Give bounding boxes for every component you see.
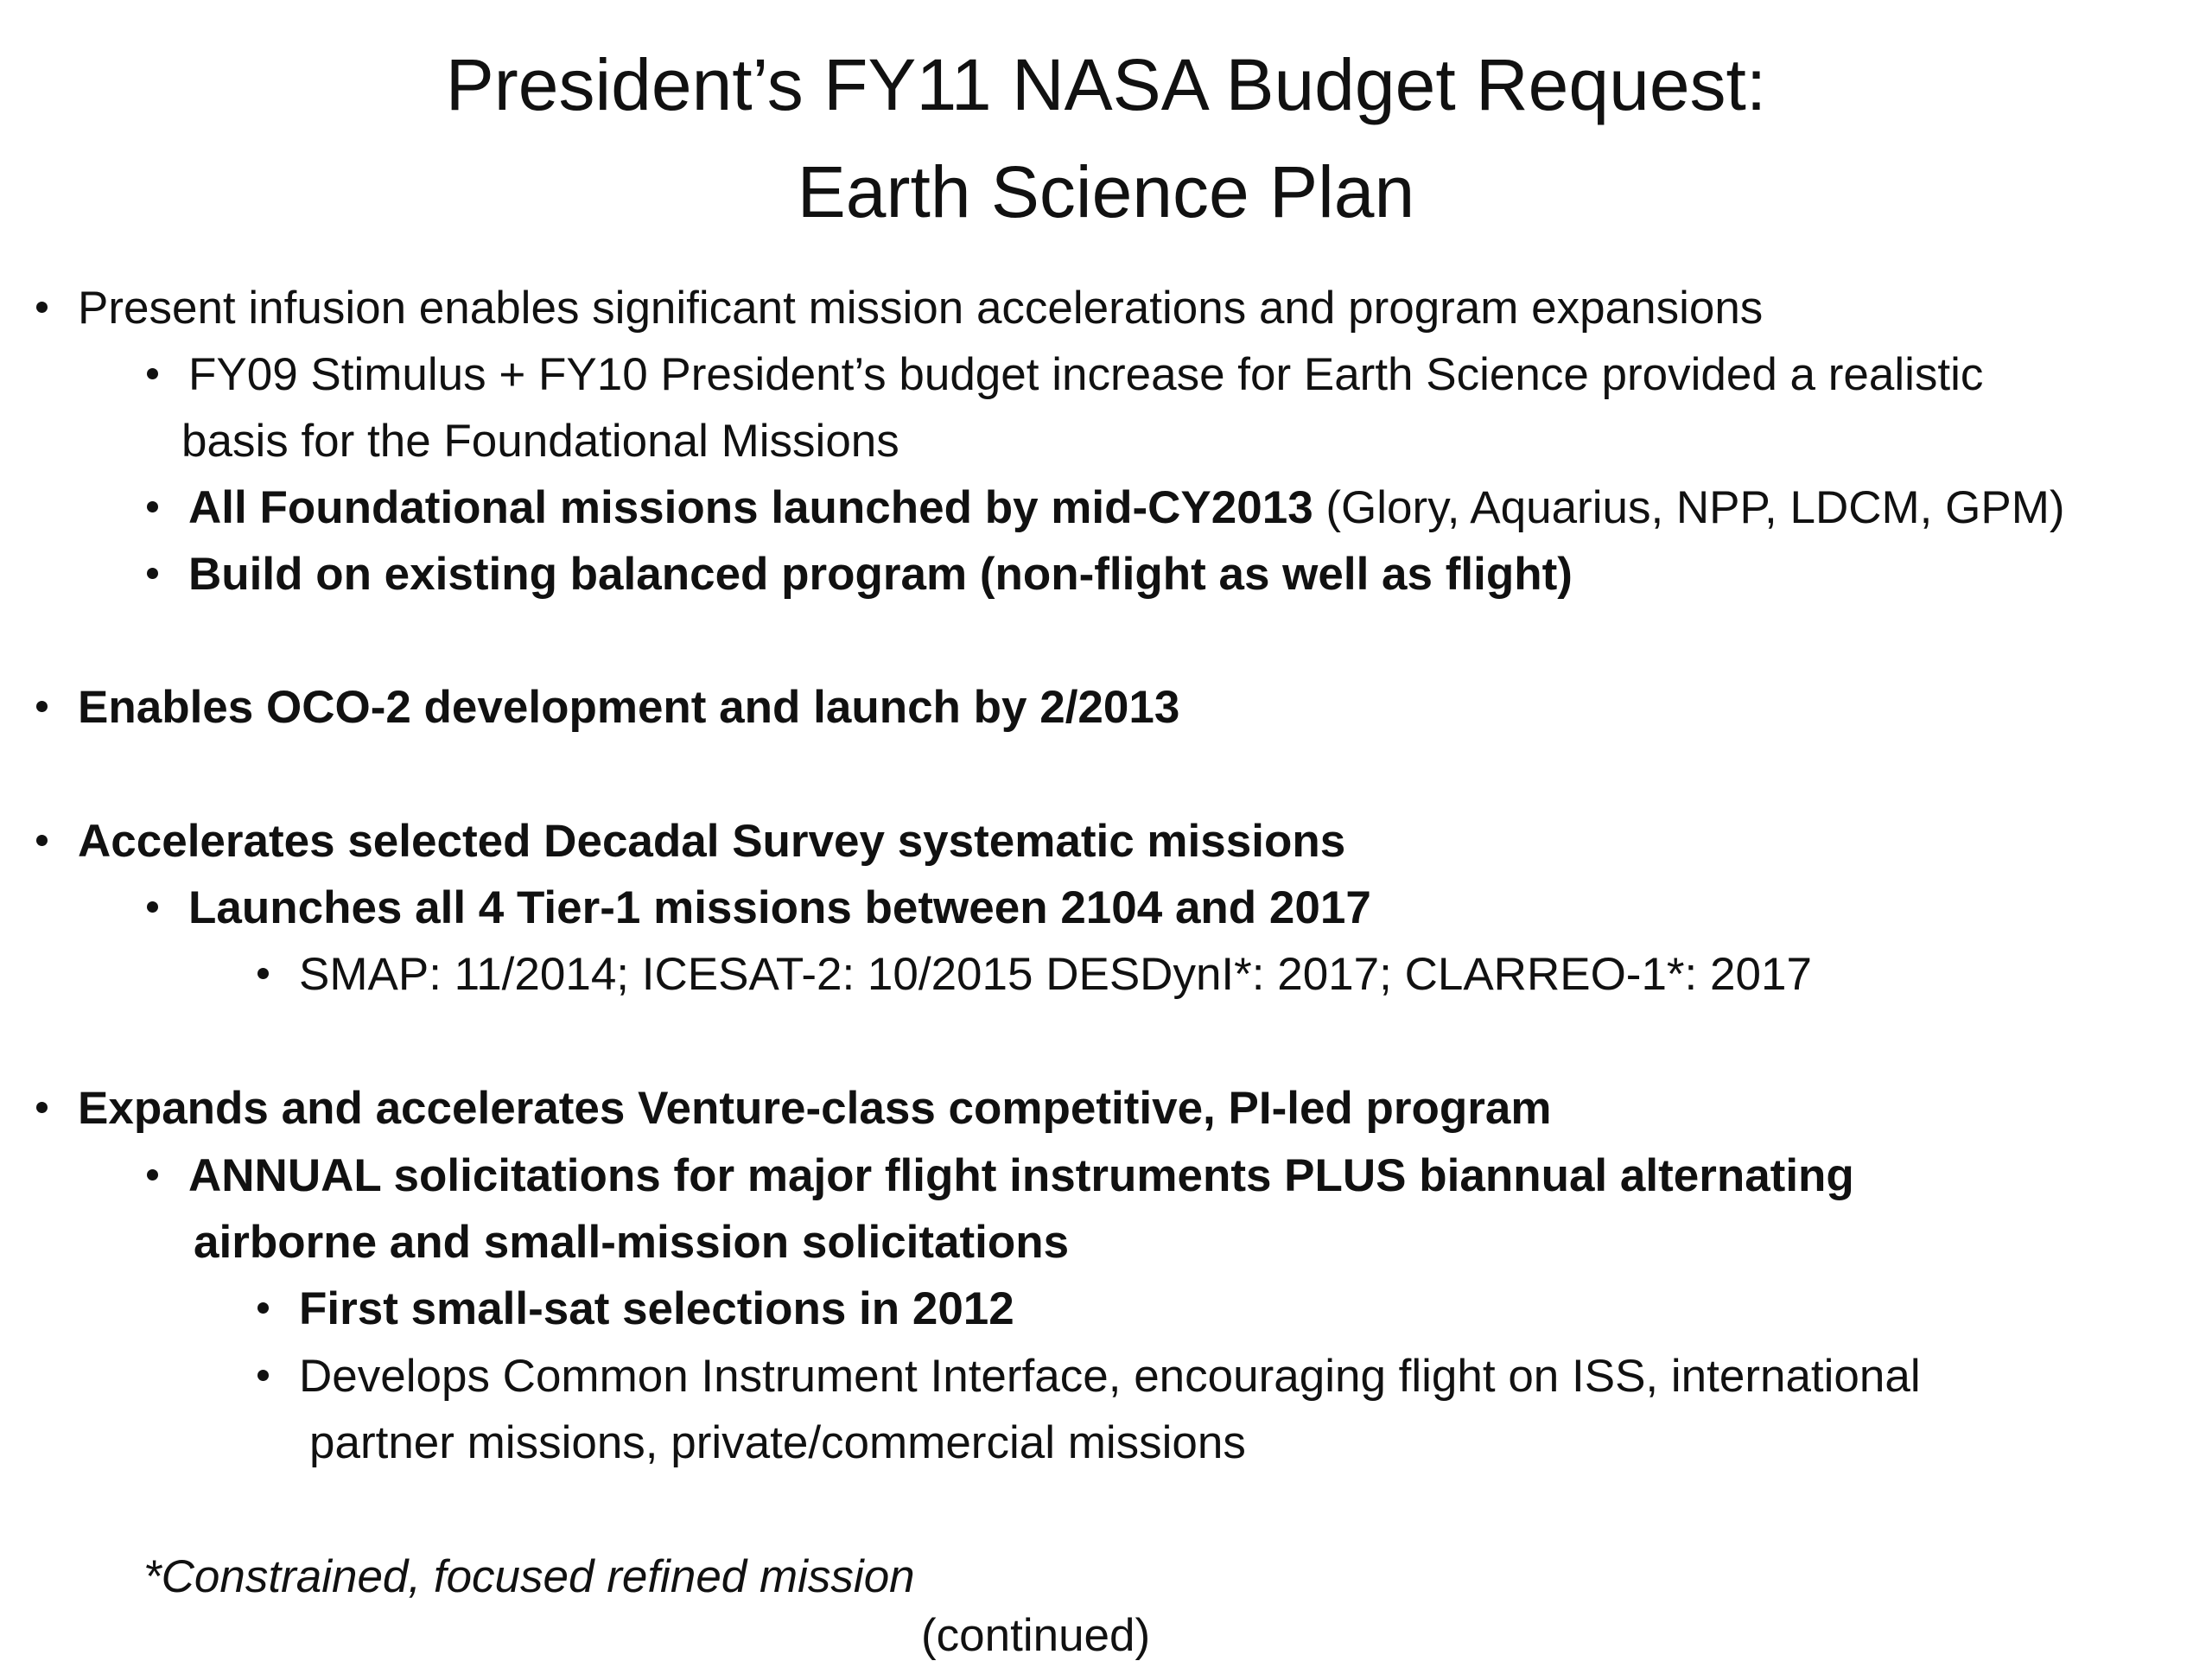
bullet-mission-dates: SMAP: 11/2014; ICESAT-2: 10/2015 DESDynI*: 2017; CLARREO-1*: 2017 — [299, 949, 1812, 1000]
bullet-stimulus-line-1: FY09 Stimulus + FY10 President’s budget increase for Earth Science provided a realistic — [188, 349, 1984, 400]
bullet-dot — [147, 1169, 158, 1181]
slide-title-line-1: President’s FY11 NASA Budget Request: — [445, 44, 1767, 125]
bullet-small-sat: First small-sat selections in 2012 — [299, 1283, 1014, 1334]
bullet-common-interface-line-2: partner missions, private/commercial missions — [309, 1417, 1246, 1468]
continued-label: (continued) — [921, 1610, 1151, 1661]
bullet-dot — [36, 701, 48, 712]
bullet-annual-solicitations-line-1: ANNUAL solicitations for major flight instruments PLUS biannual alternating — [188, 1150, 1854, 1201]
bullet-foundational-missions — [188, 482, 2065, 533]
bullet-dot — [147, 901, 158, 913]
bullet-dot — [147, 501, 158, 512]
bullet-dot — [36, 302, 48, 313]
bullet-foundational-bold: All Foundational missions launched by mid-CY2013 — [188, 482, 1313, 533]
bullet-dot — [36, 1102, 48, 1113]
bullet-stimulus-line-2: basis for the Foundational Missions — [181, 416, 899, 467]
bullet-oco2: Enables OCO-2 development and launch by 2/2013 — [78, 682, 1180, 733]
bullet-venture-class: Expands and accelerates Venture-class competitive, PI-led program — [78, 1083, 1552, 1134]
bullet-dot — [257, 968, 269, 979]
bullet-annual-solicitations-line-2: airborne and small-mission solicitations — [194, 1217, 1070, 1268]
bullet-dot — [147, 368, 158, 379]
bullet-balanced-program: Build on existing balanced program (non-flight as well as flight) — [188, 549, 1573, 600]
bullet-common-interface-line-1: Develops Common Instrument Interface, encouraging flight on ISS, international — [299, 1351, 1921, 1402]
bullet-dot — [257, 1370, 269, 1381]
bullet-dot — [36, 835, 48, 846]
bullet-dot — [257, 1302, 269, 1314]
bullet-dot — [147, 568, 158, 579]
slide-title-line-2: Earth Science Plan — [797, 151, 1415, 232]
footnote: *Constrained, focused refined mission — [143, 1551, 915, 1602]
bullet-tier1-missions: Launches all 4 Tier-1 missions between 2104 and 2017 — [188, 882, 1371, 933]
bullet-present-infusion: Present infusion enables significant mission accelerations and program expansions — [78, 283, 1764, 334]
bullet-foundational-list: (Glory, Aquarius, NPP, LDCM, GPM) — [1313, 482, 2065, 533]
bullet-decadal-survey: Accelerates selected Decadal Survey systematic missions — [78, 816, 1346, 867]
